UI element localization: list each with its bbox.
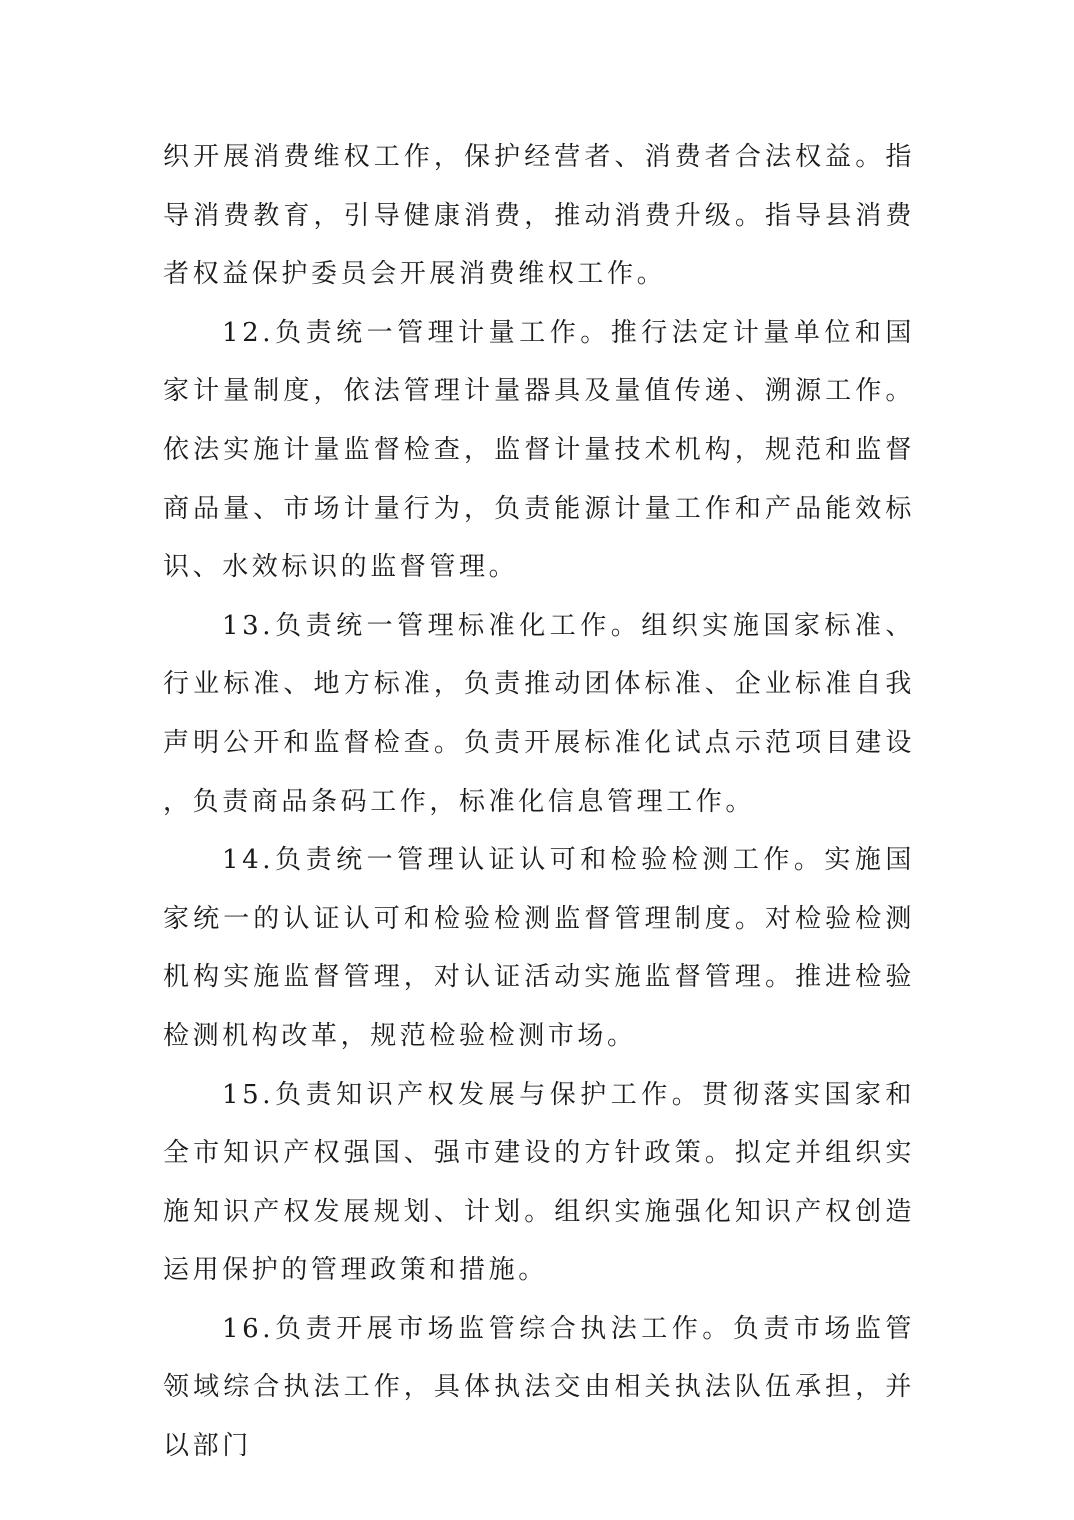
paragraph-item-15-intellectual-property: 15.负责知识产权发展与保护工作。贯彻落实国家和全市知识产权强国、强市建设的方针政策。拟定并组织实施知识产权发展规划、计划。组织实施强化知识产权创造运用保护的管理政策和措施。 bbox=[163, 1079, 915, 1286]
paragraph-item-16-enforcement: 16.负责开展市场监管综合执法工作。负责市场监管领域综合执法工作，具体执法交由相关执法队伍承担，并以部门 bbox=[163, 1313, 915, 1462]
paragraph-item-12-metrology: 12.负责统一管理计量工作。推行法定计量单位和国家计量制度，依法管理计量器具及量值传递、溯源工作。依法实施计量监督检查，监督计量技术机构，规范和监督商品量、市场计量行为，负责能源计量工作和产品能效标识、水效标识的监督管理。 bbox=[163, 317, 915, 583]
paragraph-item-13-standardization: 13.负责统一管理标准化工作。组织实施国家标准、行业标准、地方标准，负责推动团体标准、企业标准自我声明公开和监督检查。负责开展标准化试点示范项目建设，负责商品条码工作，标准化信息管理工作。 bbox=[163, 610, 915, 817]
paragraph-consumer-rights-continued: 织开展消费维权工作，保护经营者、消费者合法权益。指导消费教育，引导健康消费，推动消费升级。指导县消费者权益保护委员会开展消费维权工作。 bbox=[163, 142, 915, 290]
paragraph-item-14-certification: 14.负责统一管理认证认可和检验检测工作。实施国家统一的认证认可和检验检测监督管理制度。对检验检测机构实施监督管理，对认证活动实施监督管理。推进检验检测机构改革，规范检验检测市场。 bbox=[163, 845, 915, 1051]
document-body bbox=[163, 128, 915, 1476]
